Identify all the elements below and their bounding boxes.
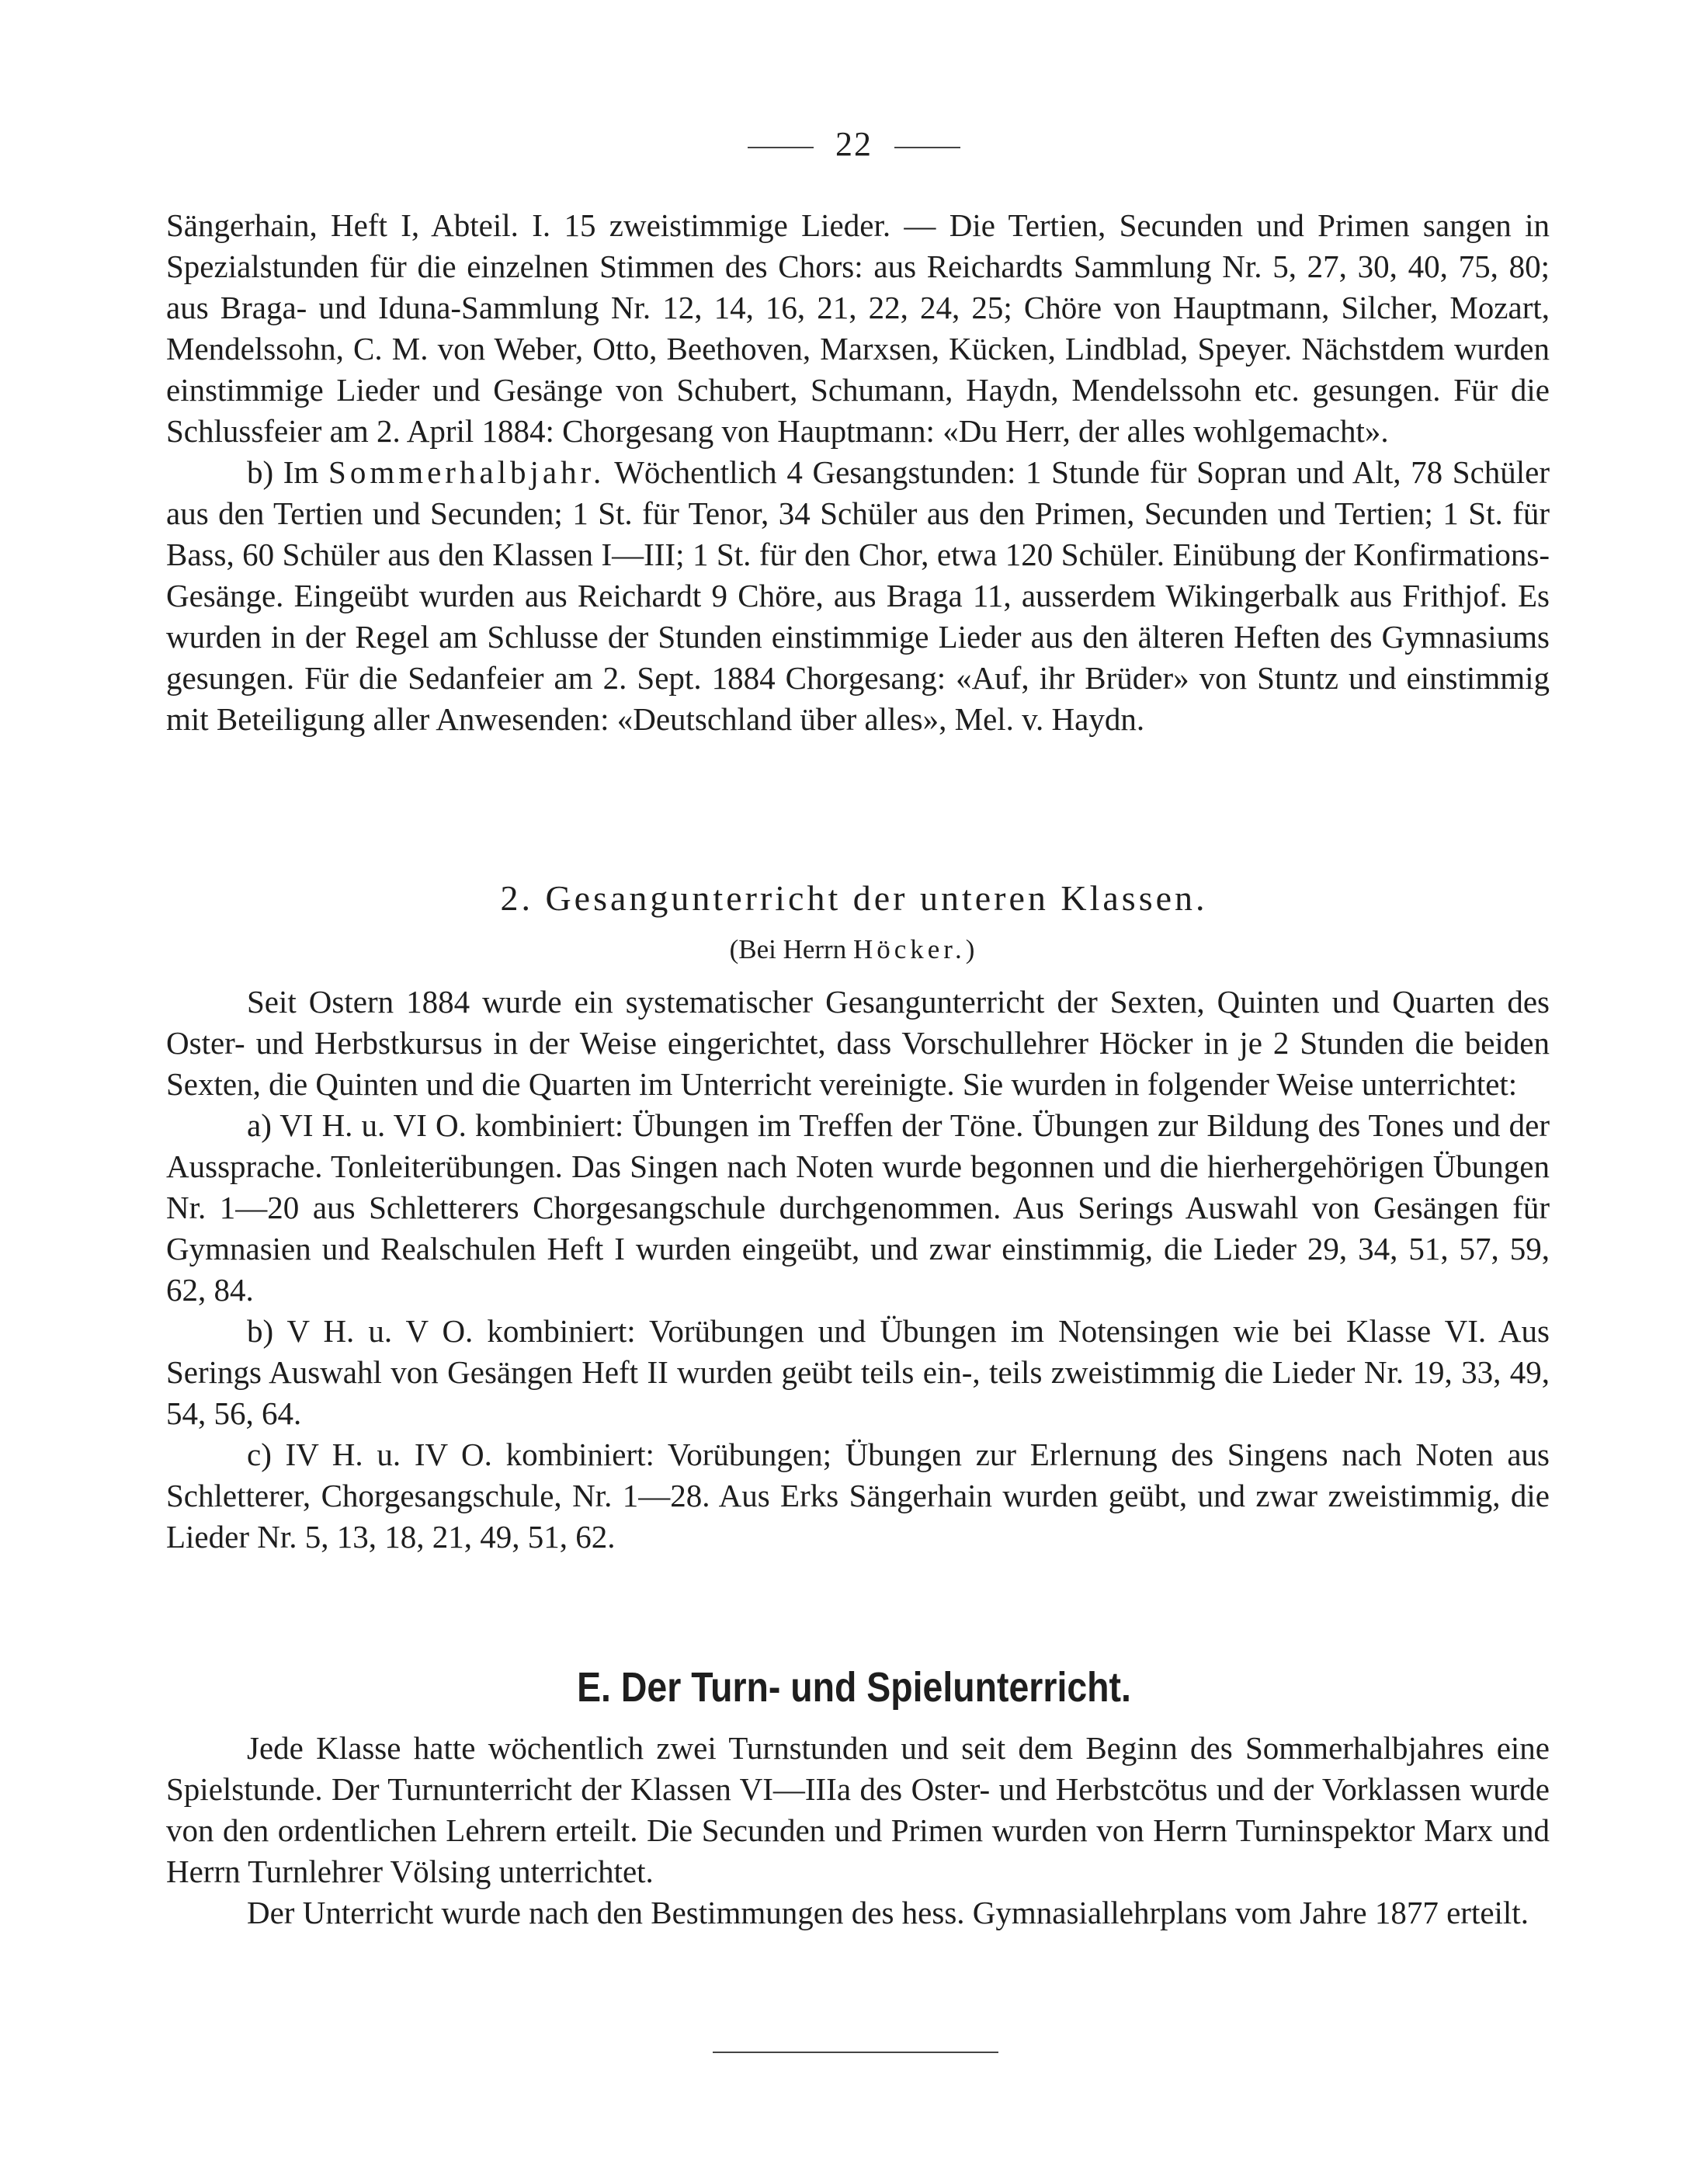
- section-2-subheading: [0, 934, 1708, 965]
- end-rule: [713, 2052, 998, 2053]
- sommerhalbjahr-text: Wöchentlich 4 Gesangstunden: 1 Stunde für Sopran und Alt, 78 Schüler aus den Tertien und Secunden; 1 St. für Tenor, 34 Schüler aus den Primen, Secunden und Tertien; 1 St. für Bass, 60 Schüler aus den Klassen I—III; 1 St. für den Chor, etwa 120 Schüler. Einübung der Konfirmations-Gesänge. Eingeübt wurden aus Reichardt 9 Chöre, aus Braga 11, ausserdem Wikingerbalk aus Frithjof. Es wurden in der Regel am Schlusse der Stunden einstimmige Lieder aus den älteren Heften des Gymnasiums gesungen. Für die Sedanfeier am 2. Sept. 1884 Chorgesang: «Auf, ihr Brüder» von Stuntz und einstimmig mit Beteiligung aller Anwesenden: «Deutschland über alles», Mel. v. Haydn.: [166, 454, 1550, 737]
- page-header: [0, 124, 1708, 164]
- paragraph-sommerhalbjahr: [166, 452, 1550, 740]
- paragraph-class-iv: c) IV H. u. IV O. kombiniert: Vorübungen; Übungen zur Erlernung des Singens nach Noten aus Schletterer, Chorgesangschule, Nr. 1—28. Aus Erks Sängerhain wurden geübt, und zwar zweistimmig, die Lieder Nr. 5, 13, 18, 21, 49, 51, 62.: [166, 1437, 1550, 1555]
- paragraph-intro: Seit Ostern 1884 wurde ein systematischer Gesangunterricht der Sexten, Quinten und Quarten des Oster- und Herbstkursus in der Weise eingerichtet, dass Vorschullehrer Höcker in je 2 Stunden die beiden Sexten, die Quinten und die Quarten im Unterricht vereinigte. Sie wurden in folgender Weise unterrichtet:: [166, 984, 1550, 1102]
- sommerhalbjahr-term: Sommerhalbjahr.: [328, 454, 606, 490]
- section-2-heading: 2. Gesangunterricht der unteren Klassen.: [500, 878, 1208, 918]
- section-e-heading: E. Der Turn- und Spielunterricht.: [577, 1664, 1131, 1711]
- paragraph-saengerhain: Sängerhain, Heft I, Abteil. I. 15 zweistimmige Lieder. — Die Tertien, Secunden und Primen sangen in Spezialstunden für die einzelnen Stimmen des Chors: aus Reichardts Sammlung Nr. 5, 27, 30, 40, 75, 80; aus Braga- und Iduna-Sammlung Nr. 12, 14, 16, 21, 22, 24, 25; Chöre von Hauptmann, Silcher, Mozart, Mendelssohn, C. M. von Weber, Otto, Beethoven, Marxsen, Kücken, Lindblad, Speyer. Nächstdem wurden einstimmige Lieder und Gesänge von Schubert, Schumann, Haydn, Mendelssohn etc. gesungen. Für die Schlussfeier am 2. April 1884: Chorgesang von Hauptmann: «Du Herr, der alles wohlgemacht».: [166, 207, 1550, 449]
- header-rule-right: [894, 147, 960, 148]
- section-e-body: [166, 1728, 1550, 1934]
- page-number: 22: [835, 125, 873, 163]
- header-rule-left: [748, 147, 814, 148]
- paragraph-class-vi: a) VI H. u. VI O. kombiniert: Übungen im Treffen der Töne. Übungen zur Bildung des Tones und der Aussprache. Tonleiterübungen. Das Singen nach Noten wurde begonnen und die hierhergehörigen Übungen Nr. 1—20 aus Schletterers Chorgesangschule durchgenommen. Aus Serings Auswahl von Gesängen für Gymnasien und Realschulen Heft I wurden eingeübt, und zwar einstimmig, die Lieder 29, 34, 51, 57, 59, 62, 84.: [166, 1107, 1550, 1308]
- paragraph-turnstunden: Jede Klasse hatte wöchentlich zwei Turnstunden und seit dem Beginn des Sommerhalbjahres eine Spielstunde. Der Turnunterricht der Klassen VI—IIIa des Oster- und Herbstcötus und der Vorklassen wurde von den ordentlichen Lehrern erteilt. Die Secunden und Primen wurden von Herrn Turninspektor Marx und Herrn Turnlehrer Völsing unterrichtet.: [166, 1730, 1550, 1889]
- sommerhalbjahr-lead: b) Im: [247, 454, 319, 490]
- music-section-continued: [166, 205, 1550, 740]
- section-2-body: [166, 982, 1550, 1558]
- subheading-prefix: (Bei Herrn: [729, 934, 847, 964]
- paragraph-lehrplan: Der Unterricht wurde nach den Bestimmungen des hess. Gymnasiallehrplans vom Jahre 1877 erteilt.: [247, 1895, 1529, 1930]
- subheading-teacher: Höcker.): [852, 934, 979, 964]
- paragraph-class-v: b) V H. u. V O. kombiniert: Vorübungen und Übungen im Notensingen wie bei Klasse VI. Aus Serings Auswahl von Gesängen Heft II wurden geübt teils ein-, teils zweistimmig die Lieder Nr. 19, 33, 49, 54, 56, 64.: [166, 1313, 1550, 1431]
